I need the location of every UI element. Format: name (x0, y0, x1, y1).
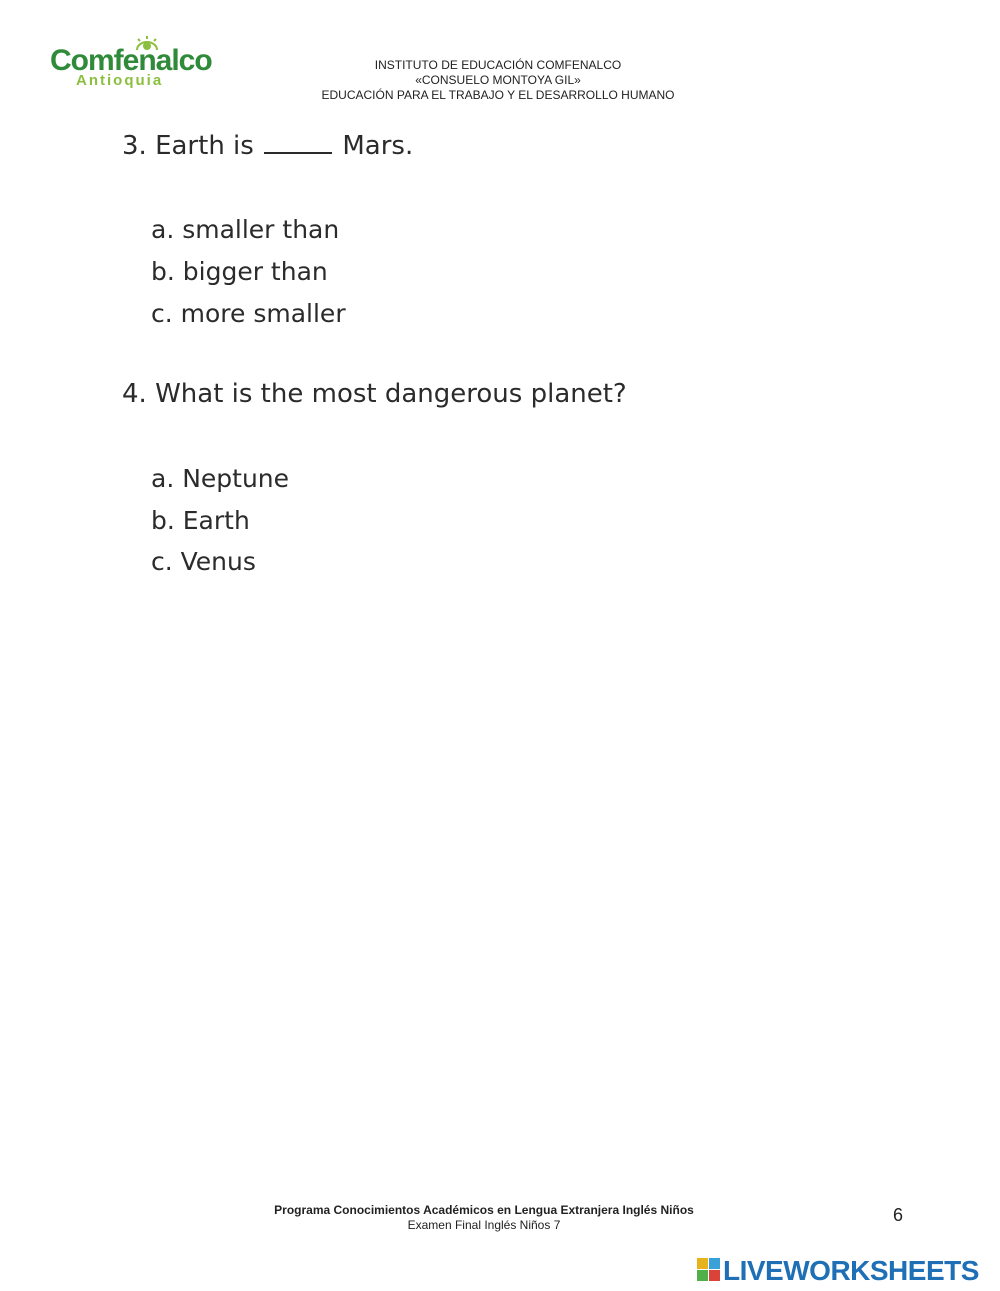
document-header (300, 58, 696, 103)
liveworksheets-logo (697, 1255, 997, 1285)
footer-exam: Examen Final Inglés Niños 7 (407, 1218, 561, 1232)
page-number: 6 (893, 1205, 904, 1225)
logo-sub-text: Antioquia (76, 72, 164, 89)
footer-program: Programa Conocimientos Académicos en Lengua Extranjera Inglés Niños (274, 1203, 694, 1217)
question-4-option-c[interactable]: c. Venus (151, 547, 256, 576)
question-3 (122, 130, 413, 161)
question-3-prefix: 3. Earth is (122, 131, 254, 161)
document-footer (200, 1203, 768, 1233)
question-4: 4. What is the most dangerous planet? (122, 379, 627, 409)
question-3-option-c[interactable]: c. more smaller (151, 299, 346, 328)
liveworksheets-text: LIVEWORKSHEETS (723, 1255, 979, 1286)
header-line-3: EDUCACIÓN PARA EL TRABAJO Y EL DESARROLLO HUMANO (321, 88, 675, 102)
logo-main-text: Comfenalco (50, 44, 212, 77)
question-4-option-b[interactable]: b. Earth (151, 506, 250, 535)
question-3-option-b[interactable]: b. bigger than (151, 257, 328, 286)
liveworksheets-icon (697, 1258, 721, 1282)
header-line-2: «CONSUELO MONTOYA GIL» (415, 73, 581, 87)
answer-blank[interactable] (264, 130, 332, 154)
question-4-option-a[interactable]: a. Neptune (151, 464, 290, 493)
header-line-1: INSTITUTO DE EDUCACIÓN COMFENALCO (374, 58, 622, 72)
comfenalco-logo (50, 38, 220, 98)
question-3-option-a[interactable]: a. smaller than (151, 215, 340, 244)
question-3-suffix: Mars. (342, 131, 414, 161)
